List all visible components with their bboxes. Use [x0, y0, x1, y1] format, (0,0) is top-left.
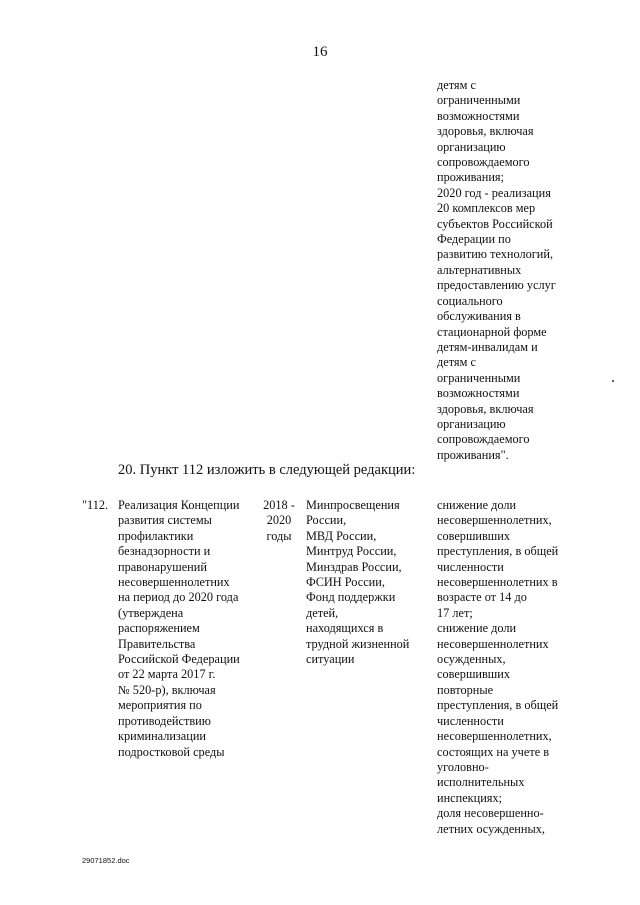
text-line: 2020: [266, 513, 292, 528]
row-number: "112.: [82, 498, 109, 512]
text-line: альтернативных: [437, 262, 522, 277]
text-line: несовершеннолетних: [118, 575, 230, 590]
text-line: организацию: [437, 139, 506, 154]
text-line: детям с: [437, 355, 476, 370]
row-concept-cell: [118, 498, 258, 760]
text-line: субъектов Российской: [437, 216, 553, 231]
text-line: ограниченными: [437, 370, 521, 385]
text-line: здоровья, включая: [437, 124, 534, 139]
text-line: инспекциях;: [437, 790, 503, 805]
text-line: несовершеннолетних,: [437, 729, 552, 744]
text-line: исполнительных: [437, 775, 525, 790]
text-line: МВД России,: [306, 528, 377, 543]
page-number: 16: [312, 44, 328, 60]
text-line: мероприятия по: [118, 698, 202, 713]
text-line: Минздрав России,: [306, 559, 402, 574]
text-line: детям-инвалидам и: [437, 339, 538, 354]
text-line: несовершеннолетних: [437, 636, 549, 651]
text-line: предоставлению услуг: [437, 278, 556, 293]
text-line: 17 лет;: [437, 605, 473, 620]
text-line: летних осужденных,: [437, 821, 545, 836]
text-line: осужденных,: [437, 652, 506, 667]
text-line: правонарушений: [118, 559, 207, 574]
text-line: № 520-р), включая: [118, 682, 216, 697]
text-line: от 22 марта 2017 г.: [118, 667, 216, 682]
text-line: возрасте от 14 до: [437, 590, 527, 605]
text-line: Реализация Концепции: [118, 498, 240, 512]
text-line: развитию технологий,: [437, 247, 554, 262]
footer-filename: 29071852.doc: [82, 856, 130, 865]
text-line: криминализации: [118, 729, 206, 744]
text-line: 2018 -: [263, 498, 295, 512]
text-line: численности: [437, 559, 504, 574]
text-line: годы: [266, 528, 292, 543]
text-line: ситуации: [306, 652, 355, 667]
text-line: распоряжением: [118, 621, 200, 636]
text-line: 20 комплексов мер: [437, 201, 536, 216]
text-line: 2020 год - реализация: [437, 185, 551, 200]
row-executors-cell: [306, 498, 431, 667]
text-line: находящихся в: [306, 621, 384, 636]
text-line: состоящих на учете в: [437, 744, 550, 759]
text-line: уголовно-: [437, 759, 489, 774]
paragraph-20: 20. Пункт 112 изложить в следующей редакции:: [118, 462, 416, 478]
text-line: на период до 2020 года: [118, 590, 239, 605]
text-line: Правительства: [118, 636, 196, 651]
text-line: повторные: [437, 682, 494, 697]
text-line: несовершеннолетних,: [437, 513, 552, 528]
text-line: ограниченными: [437, 93, 521, 108]
text-line: совершивших: [437, 528, 511, 543]
text-line: несовершеннолетних в: [437, 575, 558, 590]
text-line: развития системы: [118, 513, 212, 528]
row-period-cell: [258, 498, 300, 544]
text-line: возможностями: [437, 386, 520, 401]
text-line: профилактики: [118, 528, 194, 543]
text-line: Фонд поддержки: [306, 590, 396, 605]
text-line: Российской Федерации: [118, 652, 240, 667]
text-line: снижение доли: [437, 621, 517, 636]
text-line: сопровождаемого: [437, 155, 530, 170]
text-line: Федерации по: [437, 232, 511, 247]
text-line: детям с: [437, 78, 476, 92]
text-line: численности: [437, 713, 504, 728]
text-line: России,: [306, 513, 347, 528]
text-line: сопровождаемого: [437, 432, 530, 447]
text-line: социального: [437, 293, 503, 308]
text-line: проживания;: [437, 170, 504, 185]
text-line: безнадзорности и: [118, 544, 211, 559]
text-line: совершивших: [437, 667, 511, 682]
text-line: трудной жизненной: [306, 636, 410, 651]
scan-dot: [612, 380, 614, 382]
row-result-cell: [437, 498, 617, 837]
text-line: снижение доли: [437, 498, 517, 512]
text-line: стационарной форме: [437, 324, 547, 339]
text-line: подростковой среды: [118, 744, 225, 759]
text-line: Минпросвещения: [306, 498, 400, 512]
text-line: проживания".: [437, 447, 509, 462]
text-line: ФСИН России,: [306, 575, 385, 590]
text-line: обслуживания в: [437, 309, 521, 324]
text-line: преступления, в общей: [437, 698, 559, 713]
text-line: доля несовершенно-: [437, 806, 544, 821]
text-line: (утверждена: [118, 605, 184, 620]
text-line: детей,: [306, 605, 339, 620]
text-line: Минтруд России,: [306, 544, 397, 559]
text-line: возможностями: [437, 108, 520, 123]
text-line: здоровья, включая: [437, 401, 534, 416]
text-line: противодействию: [118, 713, 211, 728]
top-continuation-text: [437, 78, 617, 463]
text-line: организацию: [437, 416, 506, 431]
text-line: преступления, в общей: [437, 544, 559, 559]
